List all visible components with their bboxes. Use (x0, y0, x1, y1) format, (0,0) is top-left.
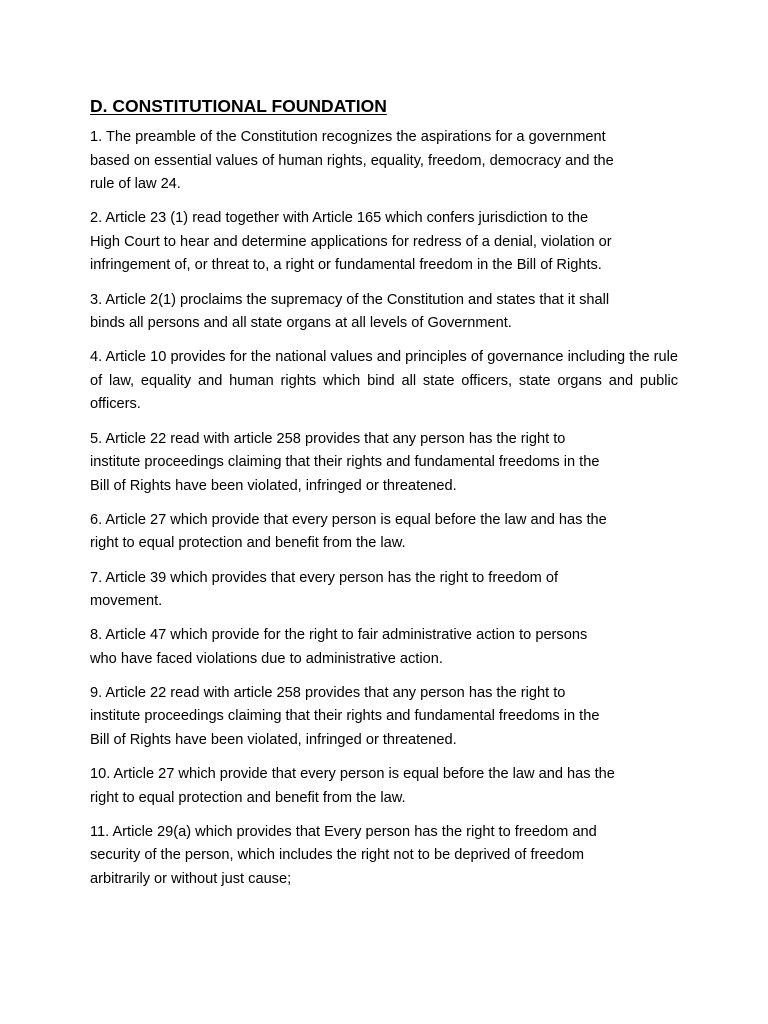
section-heading: D. CONSTITUTIONAL FOUNDATION (90, 96, 387, 116)
document-page (90, 94, 678, 902)
paragraph-4: 4. Article 10 provides for the national values and principles of governance including the rule of law, equality and human rights which bind all state officers, state organs and public officers. (90, 349, 678, 413)
paragraph-6: 6. Article 27 which provide that every person is equal before the law and has the right to equal protection and benefit from the law. (90, 511, 607, 552)
paragraph-11: 11. Article 29(a) which provides that Every person has the right to freedom and security of the person, which includes the right not to be deprived of freedom arbitrarily or without just cause; (90, 823, 597, 888)
paragraph-1: 1. The preamble of the Constitution recognizes the aspirations for a government based on essential values of human rights, equality, freedom, democracy and the rule of law 24. (90, 129, 614, 193)
paragraph-7: 7. Article 39 which provides that every person has the right to freedom of movement. (90, 569, 559, 610)
paragraph-2: 2. Article 23 (1) read together with Article 165 which confers jurisdiction to the High Court to hear and determine applications for redress of a denial, violation or infringement of, or threat to, a right or fundamental freedom in the Bill of Rights. (90, 210, 612, 274)
paragraph-10: 10. Article 27 which provide that every person is equal before the law and has the right to equal protection and benefit from the law. (90, 766, 615, 806)
paragraph-9: 9. Article 22 read with article 258 provides that any person has the right to institute proceedings claiming that their rights and fundamental freedoms in the Bill of Rights have been violated, infringed or threatened. (90, 684, 600, 749)
paragraph-5: 5. Article 22 read with article 258 provides that any person has the right to institute proceedings claiming that their rights and fundamental freedoms in the Bill of Rights have been violated, infringed or threatened. (90, 430, 600, 494)
paragraph-3: 3. Article 2(1) proclaims the supremacy of the Constitution and states that it shall binds all persons and all state organs at all levels of Government. (90, 291, 610, 332)
paragraph-8: 8. Article 47 which provide for the right to fair administrative action to persons who have faced violations due to administrative action. (90, 627, 588, 667)
